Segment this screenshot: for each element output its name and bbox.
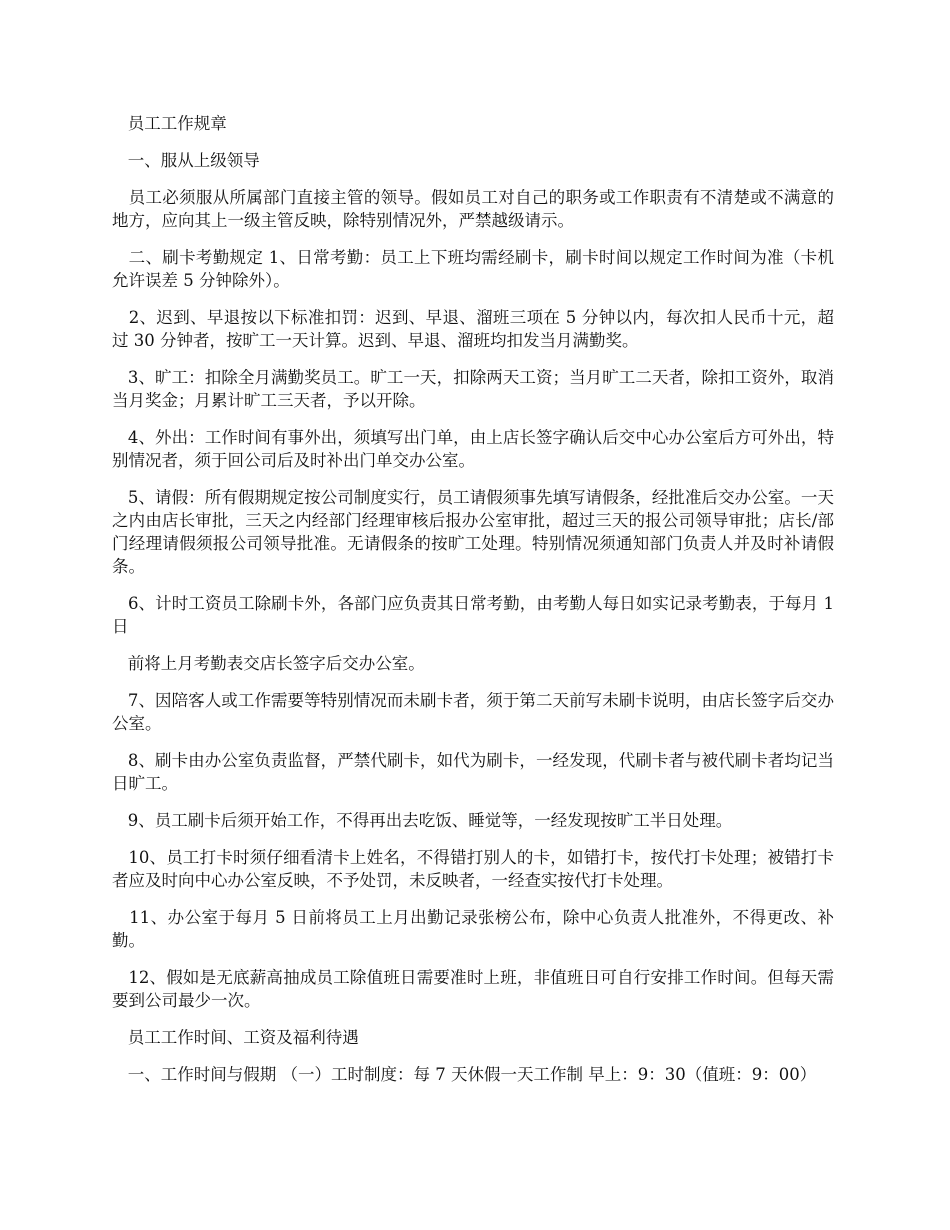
paragraph: 10、员工打卡时须仔细看清卡上姓名，不得错打别人的卡，如错打卡，按代打卡处理；被错打卡者应及时向中心办公室反映，不予处罚，未反映者，一经查实按代打卡处理。 (112, 848, 834, 890)
paragraph: 8、刷卡由办公室负责监督，严禁代刷卡，如代为刷卡，一经发现，代刷卡者与被代刷卡者均记当日旷工。 (112, 751, 834, 793)
paragraph: 一、工作时间与假期 （一）工时制度：每 7 天休假一天工作制 早上：9：30（值班：9：00） (112, 1065, 817, 1084)
paragraph: 3、旷工：扣除全月满勤奖员工。旷工一天，扣除两天工资；当月旷工二天者，除扣工资外，取消当月奖金；月累计旷工三天者，予以开除。 (112, 368, 834, 410)
paragraph: 前将上月考勤表交店长签字后交办公室。 (112, 654, 425, 673)
paragraph: 4、外出：工作时间有事外出，须填写出门单，由上店长签字确认后交中心办公室后方可外出，特别情况者，须于回公司后及时补出门单交办公室。 (112, 428, 834, 470)
paragraph: 2、迟到、早退按以下标准扣罚：迟到、早退、溜班三项在 5 分钟以内，每次扣人民币十元，超过 30 分钟者，按旷工一天计算。迟到、早退、溜班均扣发当月满勤奖。 (112, 308, 834, 350)
paragraph: 6、计时工资员工除刷卡外，各部门应负责其日常考勤，由考勤人每日如实记录考勤表，于每月 1 日 (112, 594, 840, 636)
paragraph: 员工必须服从所属部门直接主管的领导。假如员工对自己的职务或工作职责有不清楚或不满意的地方，应向其上一级主管反映，除特别情况外，严禁越级请示。 (112, 188, 834, 230)
section-heading-attendance: 二、刷卡考勤规定 1、日常考勤：员工上下班均需经刷卡，刷卡时间以规定工作时间为准（卡机允许误差 5 分钟除外）。 (112, 248, 834, 290)
paragraph: 11、办公室于每月 5 日前将员工上月出勤记录张榜公布，除中心负责人批准外，不得更改、补勤。 (112, 908, 834, 950)
paragraph: 9、员工刷卡后须开始工作，不得再出去吃饭、睡觉等，一经发现按旷工半日处理。 (112, 811, 733, 830)
paragraph: 12、假如是无底薪高抽成员工除值班日需要准时上班，非值班日可自行安排工作时间。但每天需要到公司最少一次。 (112, 968, 834, 1010)
doc-title: 员工工作规章 (112, 114, 227, 133)
paragraph: 7、因陪客人或工作需要等特别情况而未刷卡者，须于第二天前写未刷卡说明，由店长签字后交办公室。 (112, 691, 834, 733)
section-heading-obey-leadership: 一、服从上级领导 (112, 151, 260, 170)
paragraph: 5、请假：所有假期规定按公司制度实行，员工请假须事先填写请假条，经批准后交办公室。一天之内由店长审批，三天之内经部门经理审核后报办公室审批，超过三天的报公司领导审批；店长/部门经理请假须报公司领导批准。无请假条的按旷工处理。特别情况须通知部门负责人并及时补请假条。 (112, 488, 834, 576)
section-heading-work-time-salary: 员工工作时间、工资及福利待遇 (112, 1028, 359, 1047)
document-body (112, 112, 840, 1100)
